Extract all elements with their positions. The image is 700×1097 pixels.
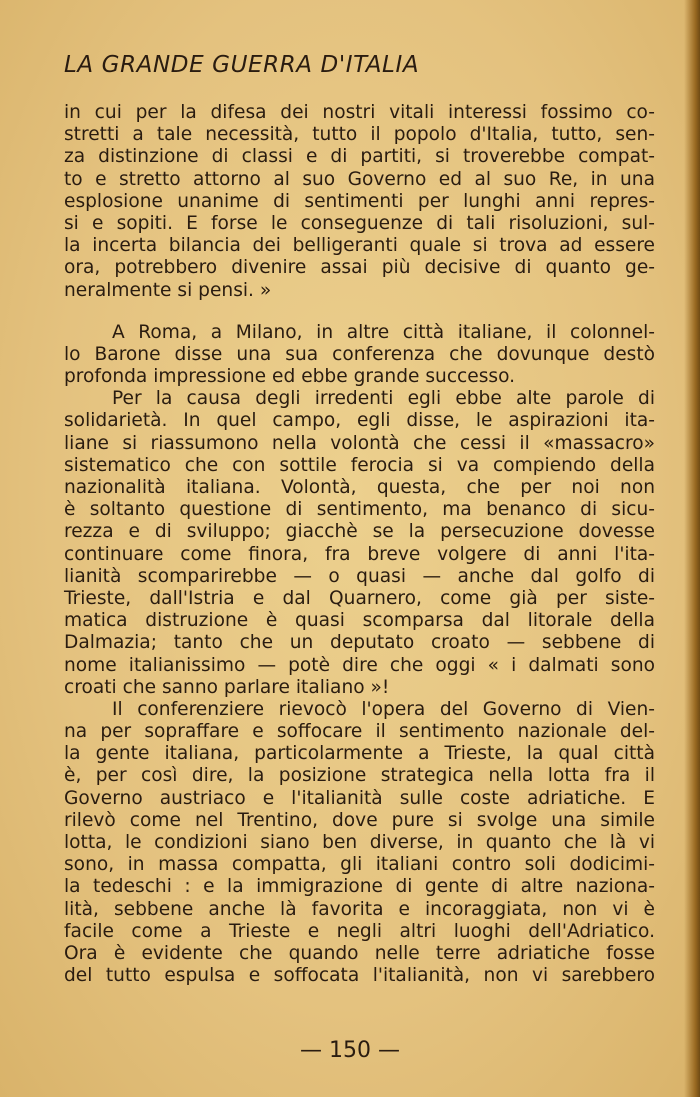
paragraph: [64, 699, 655, 987]
text-line: esplosione unanime di sentimenti per lunghi anni repres-: [64, 190, 655, 212]
text-line: matica distruzione è quasi scomparsa dal litorale della: [64, 610, 655, 632]
text-line: Ora è evidente che quando nelle terre adriatiche fosse: [64, 942, 655, 964]
text-line: Dalmazia; tanto che un deputato croato — sebbene di: [64, 632, 655, 654]
text-line: solidarietà. In quel campo, egli disse, le aspirazioni ita-: [64, 410, 655, 432]
text-line: rilevò come nel Trentino, dove pure si svolge una simile: [64, 809, 655, 831]
text-line: stretti a tale necessità, tutto il popolo d'Italia, tutto, sen-: [64, 124, 655, 146]
text-line: lo Barone disse una sua conferenza che dovunque destò: [64, 343, 655, 365]
text-line: lianità scomparirebbe — o quasi — anche dal golfo di: [64, 565, 655, 587]
text-line: rezza e di sviluppo; giacchè se la persecuzione dovesse: [64, 521, 655, 543]
text-line: liane si riassumono nella volontà che cessi il «massacro»: [64, 432, 655, 454]
running-title: LA GRANDE GUERRA D'ITALIA: [64, 52, 420, 78]
body-text: [64, 102, 655, 987]
text-line: Il conferenziere rievocò l'opera del Governo di Vien-: [112, 698, 655, 720]
text-line: in cui per la difesa dei nostri vitali interessi fossimo co-: [64, 102, 655, 123]
page-number: — 150 —: [300, 1038, 400, 1063]
text-line: Per la causa degli irredenti egli ebbe alte parole di: [112, 388, 655, 410]
page-edge-shadow: [684, 0, 700, 1097]
text-line: za distinzione di classi e di partiti, si troverebbe compat-: [64, 146, 655, 168]
text-line: è soltanto questione di sentimento, ma benanco di sicu-: [64, 499, 655, 521]
text-line: croati che sanno parlare italiano »!: [64, 676, 390, 698]
paragraph: [64, 102, 655, 302]
text-line: è, per così dire, la posizione strategica nella lotta fra il: [64, 765, 655, 787]
text-line: profonda impressione ed ebbe grande successo.: [64, 366, 516, 388]
text-line: nome italianissimo — potè dire che oggi « i dalmati sono: [64, 654, 655, 676]
paragraph: [64, 322, 655, 389]
text-line: Governo austriaco e l'italianità sulle coste adriatiche. E: [64, 787, 655, 809]
text-line: A Roma, a Milano, in altre città italiane, il colonnel-: [112, 321, 655, 343]
text-line: neralmente si pensi. »: [64, 279, 272, 301]
paragraph-gap: [64, 302, 655, 322]
text-line: la incerta bilancia dei belligeranti quale si trova ad essere: [64, 235, 655, 257]
paragraph: [64, 388, 655, 699]
text-line: ora, potrebbero divenire assai più decisive di quanto ge-: [64, 257, 655, 279]
text-line: facile come a Trieste e negli altri luoghi dell'Adriatico.: [64, 920, 655, 942]
text-line: del tutto espulsa e soffocata l'italianità, non vi sarebbero: [64, 965, 655, 987]
text-line: sono, in massa compatta, gli italiani contro soli dodicimi-: [64, 854, 655, 876]
text-line: na per sopraffare e soffocare il sentimento nazionale del-: [64, 721, 655, 743]
text-line: continuare come finora, fra breve volgere di anni l'ita-: [64, 543, 655, 565]
text-line: lotta, le condizioni siano ben diverse, in quanto che là vi: [64, 832, 655, 853]
text-line: Trieste, dall'Istria e dal Quarnero, come già per siste-: [64, 587, 655, 609]
text-line: la gente italiana, particolarmente a Trieste, la qual città: [64, 743, 655, 765]
text-line: si e sopiti. E forse le conseguenze di tali risoluzioni, sul-: [64, 212, 655, 234]
text-line: sistematico che con sottile ferocia si va compiendo della: [64, 454, 655, 476]
text-line: nazionalità italiana. Volontà, questa, che per noi non: [64, 477, 655, 498]
text-line: lità, sebbene anche là favorita e incoraggiata, non vi è: [64, 898, 655, 920]
text-line: la tedeschi : e la immigrazione di gente di altre naziona-: [64, 876, 655, 898]
text-line: to e stretto attorno al suo Governo ed al suo Re, in una: [64, 168, 655, 190]
